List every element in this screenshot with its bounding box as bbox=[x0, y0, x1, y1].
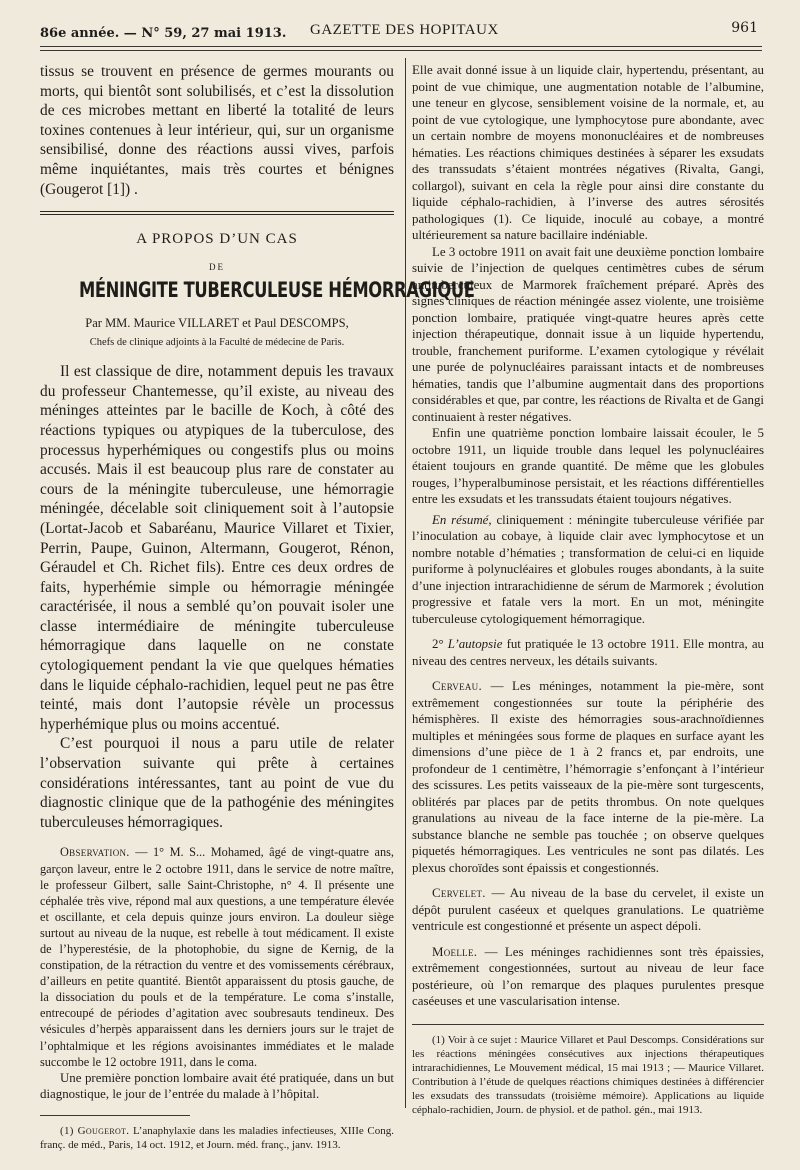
right-paragraph-1: Elle avait donné issue à un liquide clair, hypertendu, présentant, au point de vue chimique, une augmentation notable de l’albumine, une teneur en glycose, sensiblement voisine de la normale, et, au point de vue cytologique, une lymphocytose pure abondante, avec un certain nombre de moyens mononucléaires et de nombreuses hématies. Les réactions chimiques destinées à séparer les exsudats des transsudats s’étaient montrées négatives (Rivalta, Gangi, collargol), suivant en cela la règle pour ainsi dire constante du liquide céphalo-rachidien, à l’inverse des autres sérosités pathologiques (1). Ce liquide, inoculé au cobaye, a montré ultérieurement sa nature bacillaire indéniable. bbox=[412, 63, 764, 242]
cerveau-text: — Les méninges, notamment la pie-mère, sont extrêmement congestionnées sur toute la périphérie des hémisphères. Il existe des hémorragies sous-arachnoïdiennes multiples et méningées sous forme de plaques en surface ayant les dimensions d’une pièce de 1 à 2 francs et, par endroits, une profondeur de 1 centimètre, l’hémorragie s’enfonçant à l’intérieur des scissures. Les petits vaisseaux de la pie-mère sont turgescents, oblitérés par places par de petits thrombus. On note quelques granulations au niveau de la face interne de la pie-mère. La substance blanche ne semble pas touchée ; on observe quelques piquetés hémorragiques. Les ventricules ne sont pas dilatés. Les plexus choroïdes sont épaissis et congestionnés. bbox=[412, 679, 764, 875]
autopsy-lead: 2° bbox=[432, 637, 448, 651]
article-title-de: DE bbox=[209, 262, 225, 273]
article-title-main: MÉNINGITE TUBERCULEUSE HÉMORRAGIQUE bbox=[78, 278, 475, 303]
article-title-line1: A PROPOS D’UN CAS bbox=[136, 231, 298, 248]
article-paragraph-2: C’est pourquoi il nous a paru utile de relater l’observation suivante qui prête à certaines considérations intéressantes, tant au point de vue du diagnostic clinique que de la pathogénie des méningites tuberculeuses hémorragiques. bbox=[40, 735, 394, 831]
resume-label: En résumé, bbox=[432, 512, 492, 527]
intro-paragraph: tissus se trouvent en présence de germes mourants ou morts, qui bientôt sont solubilisés, et c’est la dissolution de ces microbes mettant en liberté la totalité de leurs toxines contenues à leur intérieur, qui, sur un organisme sensibilisé, donne des réactions aussi vives, parfois même inquiétantes, mais très courtes et bénignes (Gougerot [1]) . bbox=[40, 63, 394, 198]
autopsy-text: fut pratiquée le 13 octobre 1911. Elle montra, au niveau des centres nerveux, les détails suivants. bbox=[412, 637, 765, 668]
observation-label: Observation. bbox=[60, 845, 130, 860]
observation-paragraph bbox=[40, 844, 394, 1069]
resume-paragraph bbox=[412, 512, 764, 628]
footnote-right: (1) Voir à ce sujet : Maurice Villaret et Paul Descomps. Considérations sur les réactions méningées consécutives aux injections thérapeutiques intrarachidiennes, Le Mouvement médical, 15 mai 1913 ; — Maurice Villaret. Contribution à l’étude de quelques réactions chimiques destinées à différencier les exsudats des transsudats (troisième mémoire). Applications au liquide céphalo-rachidien, Journ. de physiol. et de pathol. gén., mai 1913. bbox=[412, 1033, 764, 1116]
article-authors: Par MM. Maurice VILLARET et Paul DESCOMPS, bbox=[85, 316, 349, 331]
right-paragraph-2: Le 3 octobre 1911 on avait fait une deuxième ponction lombaire suivie de l’injection de quelques centimètres cubes de sérum antituberculeux de Marmorek fraîchement préparé. Après des signes cliniques de réaction méningée assez violente, une troisième ponction lombaire, pratiquée vingt-quatre heures après cette injection thérapeutique, donnait issue à un liquide hypertendu, trouble, franchement puriforme. L’examen cytologique y révélait une purée de polynucléaires paraissant intacts et de nombreuses hématies, tandis que l’albumine augmentait dans des proportions considérables et que, par contre, les réactions de Rivalta et de Gangi continuaient à rester négatives. bbox=[412, 244, 764, 424]
header-rule-2 bbox=[40, 50, 762, 51]
cervelet-paragraph bbox=[412, 885, 764, 935]
author-affiliation: Chefs de clinique adjoints à la Faculté de médecine de Paris. bbox=[89, 337, 345, 349]
cervelet-label: Cervelet. bbox=[432, 886, 486, 900]
cervelet-text: — Au niveau de la base du cervelet, il existe un dépôt purulent caséeux et quelques granulations. Le quatrième ventricule est congestionné et présente un aspect dépoli. bbox=[412, 886, 764, 933]
footnote-left-label: (1) Gougerot. bbox=[60, 1124, 130, 1137]
right-paragraph-3: Enfin une quatrième ponction lombaire laissait écouler, le 5 octobre 1911, un liquide trouble dans lequel les polynucléaires étaient toujours en grande quantité. De même que les globules rouges, l’hyperalbuminose persistait, et les réactions différentielles entre les exsudats et les transsudats étaient toujours négatives. bbox=[412, 426, 764, 506]
footnote-left-text: L’anaphylaxie dans les maladies infectieuses, XIIIe Cong. franç. de méd., Paris, 14 oct. 1912, et Journ. méd. franç., janv. 1913. bbox=[40, 1124, 395, 1151]
issue-info: 86e année. — N° 59, 27 mai 1913. bbox=[40, 26, 287, 41]
page-header bbox=[40, 20, 762, 48]
article-paragraph-1: Il est classique de dire, notamment depuis les travaux du professeur Chantemesse, qu’il existe, au niveau des méninges atteintes par le bacille de Koch, à côté des réactions typiques ou atypiques de la tuberculose, des processus hyperhémiques ou congestifs plus ou moins accusés. Mais il est beaucoup plus rare de constater au cours de la méningite tuberculeuse, une hémorragie méningée, décelable soit cliniquement soit à l’autopsie (Lortat-Jacob et Sabaréanu, Maurice Villaret et Tixier, Perrin, Paupe, Guinon, Altermann, Gougerot, Rénon, Géraudel et Ch. Richet fils). Entre ces deux ordres de faits, hyperhémie simple ou hémorragie méningée caractérisée, il nous a semblé qu’on pouvait isoler une classe intermédiaire de méningite tuberculeuse hémorragique dans laquelle on ne constate cytologiquement pendant la vie que quelques hématies dans le liquide céphalo-rachidien, lequel peut ne pas être teinté, mais dont l’autopsie révèle un processus hyperhémique plus ou moins accentué. bbox=[40, 363, 394, 733]
resume-text: cliniquement : méningite tuberculeuse vérifiée par l’inoculation au cobaye, à liquide clair avec lymphocytose et un nombre notable d’hématies ; transformation de celui-ci en liquide puriforme à polynucléaires et globules rouges abondants, à la suite d’une injection intrarachidienne de sérum de Marmorek ; évolution progressive et fatale vers la mort. En un mot, méningite tuberculeuse cytologiquement hémorragique. bbox=[412, 512, 764, 626]
right-column bbox=[412, 62, 764, 1117]
observation-text: — 1° M. S... Mohamed, âgé de vingt-quatre ans, garçon laveur, entre le 2 octobre 1911, dans le service de notre maître, le professeur Gilbert, salle Saint-Christophe, n° 4. Il présente une céphalée très vive, répond mal aux questions, a une température élevée et oscillante, et cela depuis quinze jours environ. La douleur siège surtout au niveau de la nuque, est rebelle à tout médicament. Il existe de l’hyperestésie, de la photophobie, du signe de Kernig, de la constipation, de la rétraction du ventre et des vomissements cérébraux, d’ailleurs en petite quantité. Bientôt apparaissent du ptosis gauche, de la dissociation du pouls et de la température. Le coma s’installe, entrecoupé de périodes d’agitation avec soubresauts tendineux. Des vésicules d’herpès apparaissent dans les derniers jours sur le trajet de l’ophtalmique et les régions avoisinantes immédiates et le malade succombe le 12 octobre 1911, dans le coma. bbox=[40, 845, 394, 1069]
moelle-text: — Les méninges rachidiennes sont très épaissies, extrêmement congestionnées, surtout au niveau de leur face postérieure, où l’on remarque des plaques purulentes presque caséeuses et une vascularisation intense. bbox=[412, 944, 764, 1008]
footnote-left bbox=[40, 1124, 394, 1152]
autopsy-paragraph bbox=[412, 636, 764, 669]
journal-title: GAZETTE DES HOPITAUX bbox=[310, 22, 499, 38]
cerveau-paragraph bbox=[412, 678, 764, 876]
cerveau-label: Cerveau. bbox=[432, 679, 482, 693]
column-divider bbox=[405, 58, 406, 1108]
footnote-rule-right bbox=[412, 1024, 764, 1025]
observation-paragraph-2: Une première ponction lombaire avait été pratiquée, dans un but diagnostique, le jour de l’entrée du malade à l’hôpital. bbox=[40, 1070, 394, 1102]
section-separator bbox=[40, 211, 394, 215]
moelle-paragraph bbox=[412, 944, 764, 1010]
header-rule bbox=[40, 46, 762, 47]
autopsy-label: L’autopsie bbox=[447, 637, 503, 651]
page-number: 961 bbox=[731, 20, 758, 36]
moelle-label: Moelle. bbox=[432, 944, 478, 959]
footnote-rule bbox=[40, 1115, 190, 1116]
